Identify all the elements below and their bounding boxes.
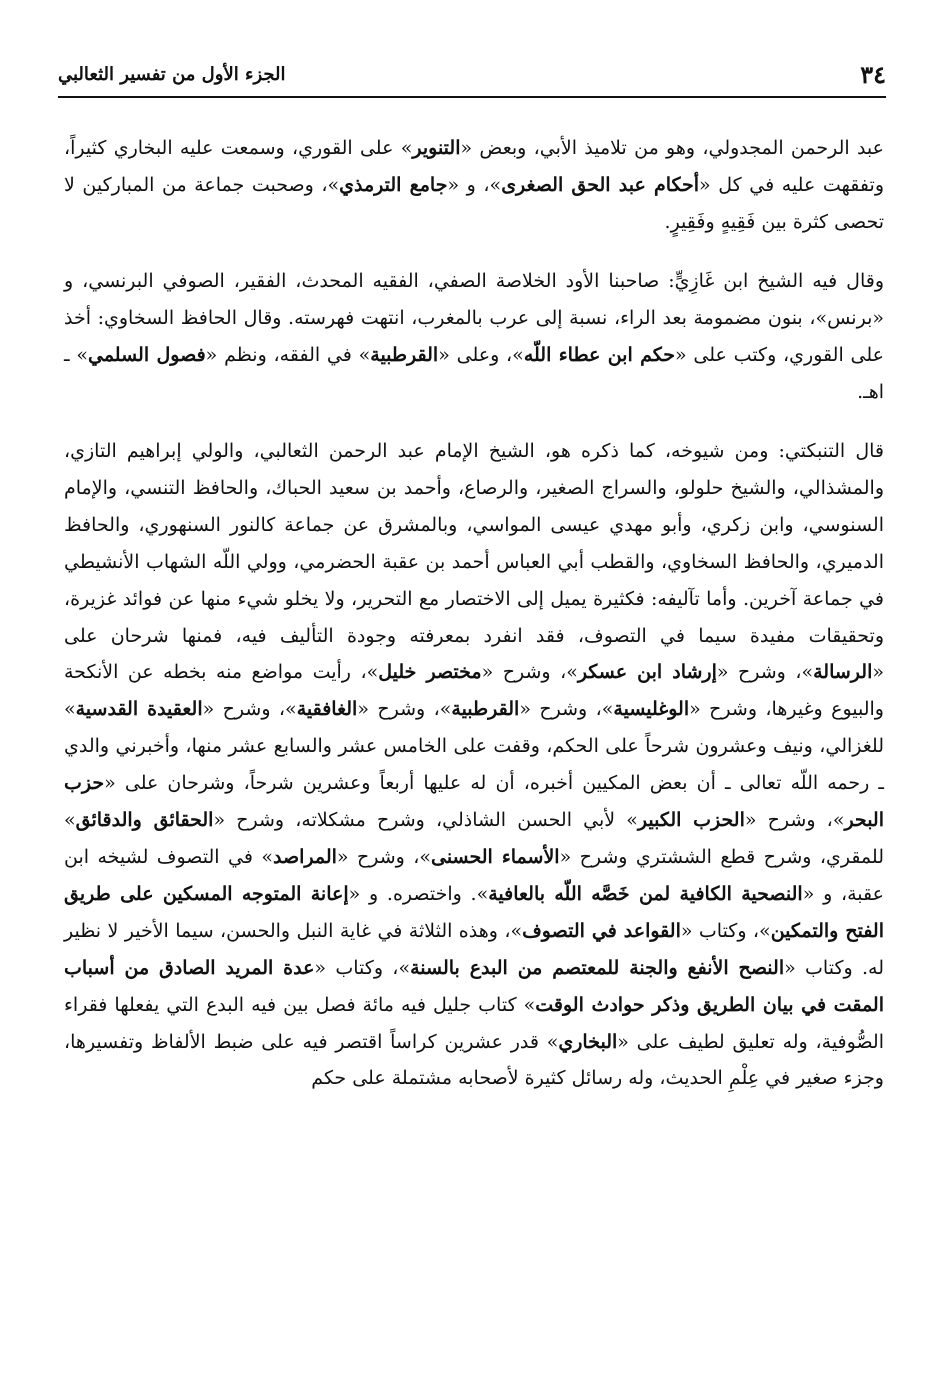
- page-number: ٣٤: [860, 60, 886, 89]
- bold-title: إعانة المتوجه المسكين على طريق الفتح والتمكين: [64, 882, 884, 942]
- bold-title: البخاري: [558, 1030, 618, 1053]
- bold-title: الغافقية: [296, 698, 358, 721]
- bold-title: أحكام عبد الحق الصغرى: [501, 174, 700, 196]
- bold-title: مختصر خليل: [378, 661, 482, 684]
- text-segment: »، وشرح «: [744, 809, 845, 832]
- text-segment: »، رأيت مواضع منه بخطه عن الأنكحة والبيوع وغيرها، وشرح «: [64, 661, 884, 721]
- text-segment: »، وشرح «: [481, 661, 578, 684]
- bold-title: فصول السلمي: [87, 344, 206, 366]
- bold-title: عدة المريد الصادق من أسباب المقت في بيان الطريق وذكر حوادث الوقت: [64, 956, 884, 1016]
- text-segment: » قدر عشرين كراساً اقتصر فيه على ضبط الألفاظ وتفسيرها، وجزء صغير في عِلْمِ الحديث، وله رسائل كثيرة لأصحابه مشتملة على حكم: [64, 1030, 884, 1090]
- bold-title: جامع الترمذي: [339, 174, 448, 196]
- bold-title: النصحية الكافية لمن خَصَّه اللّه بالعافية: [488, 882, 803, 905]
- text-segment: » على القوري، وسمعت عليه البخاري كثيراً، وتفقهت عليه في كل «: [64, 137, 884, 196]
- paragraph: [64, 263, 884, 411]
- bold-title: العقيدة القدسية: [75, 698, 203, 721]
- text-segment: » في الفقه، ونظم «: [205, 344, 371, 366]
- text-segment: »، و «: [447, 174, 502, 196]
- text-segment: »، وعلى «: [438, 344, 524, 366]
- bold-title: القرطبية: [370, 344, 439, 366]
- header-rule: [58, 96, 886, 98]
- bold-title: الرسالة: [813, 661, 873, 684]
- text-segment: »، وشرح «: [336, 845, 431, 868]
- bold-title: الأسماء الحسنى: [430, 845, 560, 868]
- text-segment: »، وشرح «: [202, 698, 297, 721]
- bold-title: التنوير: [412, 137, 461, 159]
- bold-title: حزب البحر: [64, 772, 885, 832]
- bold-title: الوغليسية: [613, 698, 690, 721]
- text-segment: »، وصحبت جماعة من المباركين لا تحصى كثرة بين فَقِيهٍ وفَقِيرٍ.: [64, 174, 884, 233]
- bold-title: المراصد: [272, 845, 337, 868]
- text-segment: »، وكتاب «: [314, 956, 411, 979]
- body-text: [64, 130, 884, 1119]
- bold-title: إرشاد ابن عسكر: [577, 661, 717, 684]
- page-header: [58, 56, 886, 100]
- text-segment: » في التصوف لشيخه ابن عقبة، و «: [64, 845, 884, 905]
- bold-title: الحزب الكبير: [637, 809, 745, 832]
- text-segment: » للغزالي، ونيف وعشرون شرحاً على الحكم، وقفت على الخامس عشر والسابع عشر منها، وأخبرني والدي ـ رحمه اللّه تعالى ـ أن بعض المكيين أخبره، أن له عليها أربعاً وعشرين شرحاً، وشرحان على «: [64, 698, 884, 795]
- bold-title: النصح الأنفع والجنة للمعتصم من البدع بالسنة: [410, 956, 785, 979]
- text-segment: » كتاب جليل فيه مائة فصل بين فيه البدع التي يفعلها فقراء الصُّوفية، وله تعليق لطيف على «: [64, 993, 885, 1053]
- text-segment: عبد الرحمن المجدولي، وهو من تلاميذ الأبي، وبعض «: [460, 137, 884, 159]
- text-segment: »، وشرح «: [716, 661, 814, 684]
- paragraph: [64, 433, 884, 1097]
- text-segment: قال التنبكتي: ومن شيوخه، كما ذكره هو، الشيخ الإمام عبد الرحمن الثعالبي، والولي إبراهيم التازي، والمشذالي، والشيخ حلولو، والسراج الصغير، والرصاع، وأحمد بن سعيد الحباك، والحافظ التنسي، والإمام السنوسي، وابن زكري، وأبو مهدي عيسى المواسي، وبالمشرق عن جماعة كالنور السنهوري، والحافظ الدميري، والحافظ السخاوي، والقطب أبي العباس أحمد بن عقبة الحضرمي، وولي اللّه الشهاب الأنشيطي في جماعة آخرين. وأما تآليفه: فكثيرة يميل إلى الاختصار مع التحرير، ولا يخلو شيء منها عن فوائد غزيرة، وتحقيقات مفيدة سيما في التصوف، فقد انفرد بمعرفته وجودة التأليف فيه، فمنها شرحان على «: [64, 440, 884, 684]
- text-segment: وقال فيه الشيخ ابن غَازِيٍّ: صاحبنا الأود الخلاصة الصفي، الفقيه المحدث، الفقير، الصوفي البرنسي، و «برنس»، بنون مضمومة بعد الراء، نسبة إلى عرب بالمغرب، انتهت فهرسته. وقال الحافظ السخاوي: أخذ على القوري، وكتب على «: [64, 270, 884, 366]
- text-segment: ». واختصره. و «: [348, 882, 489, 905]
- text-segment: » لأبي الحسن الشاذلي، وشرح مشكلاته، وشرح «: [213, 809, 638, 832]
- text-segment: » ـ اهـ.: [64, 344, 884, 403]
- bold-title: القرطبية: [451, 698, 520, 721]
- text-segment: »، وهذه الثلاثة في غاية النبل والحسن، سيما الأخير لا نظير له. وكتاب «: [64, 919, 885, 979]
- text-segment: » للمقري، وشرح قطع الششتري وشرح «: [64, 809, 884, 868]
- text-segment: »، وشرح «: [519, 698, 614, 721]
- bold-title: الحقائق والدقائق: [75, 809, 214, 832]
- text-segment: »، وكتاب «: [680, 919, 771, 942]
- paragraph: [64, 130, 884, 241]
- text-segment: »، وشرح «: [357, 698, 452, 721]
- bold-title: حكم ابن عطاء اللّه: [523, 344, 675, 366]
- bold-title: القواعد في التصوف: [522, 919, 681, 942]
- running-title: الجزء الأول من تفسير الثعالبي: [58, 64, 286, 85]
